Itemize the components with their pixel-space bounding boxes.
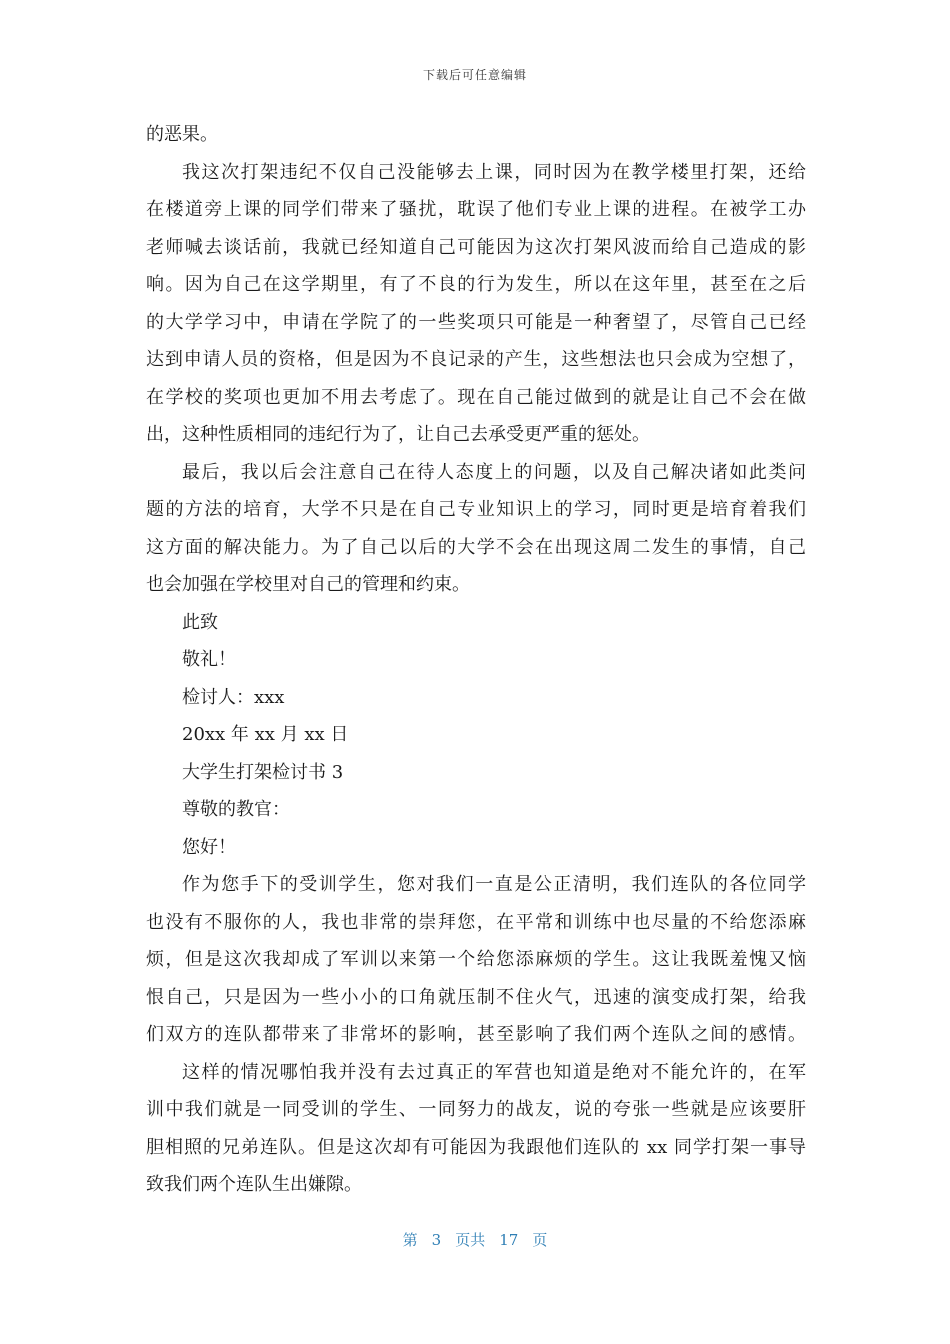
- page-label-suffix: 页: [532, 1231, 548, 1249]
- text-line: 老师喊去谈话前，我就已经知道自己可能因为这次打架风波而给自己造成的影: [146, 236, 806, 258]
- text-line: 响。因为自己在这学期里，有了不良的行为发生，所以在这年里，甚至在之后: [146, 274, 806, 295]
- text-line: 检讨人：xxx: [182, 686, 285, 708]
- document-body: [146, 116, 806, 1204]
- text-line: 们双方的连队都带来了非常坏的影响，甚至影响了我们两个连队之间的感情。: [146, 1024, 806, 1045]
- text-line: 大学生打架检讨书 3: [182, 761, 344, 783]
- text-line: 致我们两个连队生出嫌隙。: [146, 1174, 362, 1195]
- current-page-number: 3: [431, 1231, 442, 1249]
- text-line: 这方面的解决能力。为了自己以后的大学不会在出现这周二发生的事情，自己: [146, 536, 806, 558]
- text-line: 恨自己，只是因为一些小小的口角就压制不住火气，迅速的演变成打架，给我: [146, 986, 806, 1008]
- text-line: 训中我们就是一同受训的学生、一同努力的战友，说的夸张一些就是应该要肝: [146, 1099, 806, 1120]
- text-line: 的恶果。: [146, 124, 218, 145]
- text-line: 也没有不服你的人，我也非常的崇拜您，在平常和训练中也尽量的不给您添麻: [146, 911, 806, 933]
- text-line: 您好！: [182, 836, 236, 858]
- text-line: 作为您手下的受训学生，您对我们一直是公正清明，我们连队的各位同学: [182, 874, 806, 895]
- text-line: 出，这种性质相同的违纪行为了，让自己去承受更严重的惩处。: [146, 424, 650, 445]
- text-line: 达到申请人员的资格，但是因为不良记录的产生，这些想法也只会成为空想了，: [146, 349, 806, 370]
- text-line: 最后，我以后会注意自己在待人态度上的问题，以及自己解决诸如此类问: [182, 461, 806, 483]
- text-line: 也会加强在学校里对自己的管理和约束。: [146, 574, 470, 595]
- text-line: 我这次打架违纪不仅自己没能够去上课，同时因为在教学楼里打架，还给: [182, 161, 806, 183]
- text-line: 胆相照的兄弟连队。但是这次却有可能因为我跟他们连队的 xx 同学打架一事导: [146, 1136, 806, 1158]
- text-line: 20xx 年 xx 月 xx 日: [182, 724, 349, 745]
- page-total-label: 页共: [455, 1231, 486, 1249]
- text-line: 在学校的奖项也更加不用去考虑了。现在自己能过做到的就是让自己不会在做: [146, 386, 806, 408]
- text-line: 此致: [182, 611, 218, 633]
- text-line: 在楼道旁上课的同学们带来了骚扰，耽误了他们专业上课的进程。在被学工办: [146, 199, 806, 220]
- text-line: 烦，但是这次我却成了军训以来第一个给您添麻烦的学生。这让我既羞愧又恼: [146, 949, 806, 970]
- text-line: 敬礼！: [182, 649, 236, 670]
- page-footer: [0, 1229, 950, 1250]
- text-line: 这样的情况哪怕我并没有去过真正的军营也知道是绝对不能允许的，在军: [182, 1061, 806, 1083]
- page-label-prefix: 第: [402, 1231, 418, 1249]
- page-header: 下载后可任意编辑: [422, 68, 527, 82]
- text-line: 尊敬的教官：: [182, 799, 290, 820]
- text-line: 的大学学习中，申请在学院了的一些奖项只可能是一种奢望了，尽管自己已经: [146, 311, 806, 333]
- text-line: 题的方法的培育，大学不只是在自己专业知识上的学习，同时更是培育着我们: [146, 499, 806, 520]
- total-pages-number: 17: [499, 1231, 519, 1249]
